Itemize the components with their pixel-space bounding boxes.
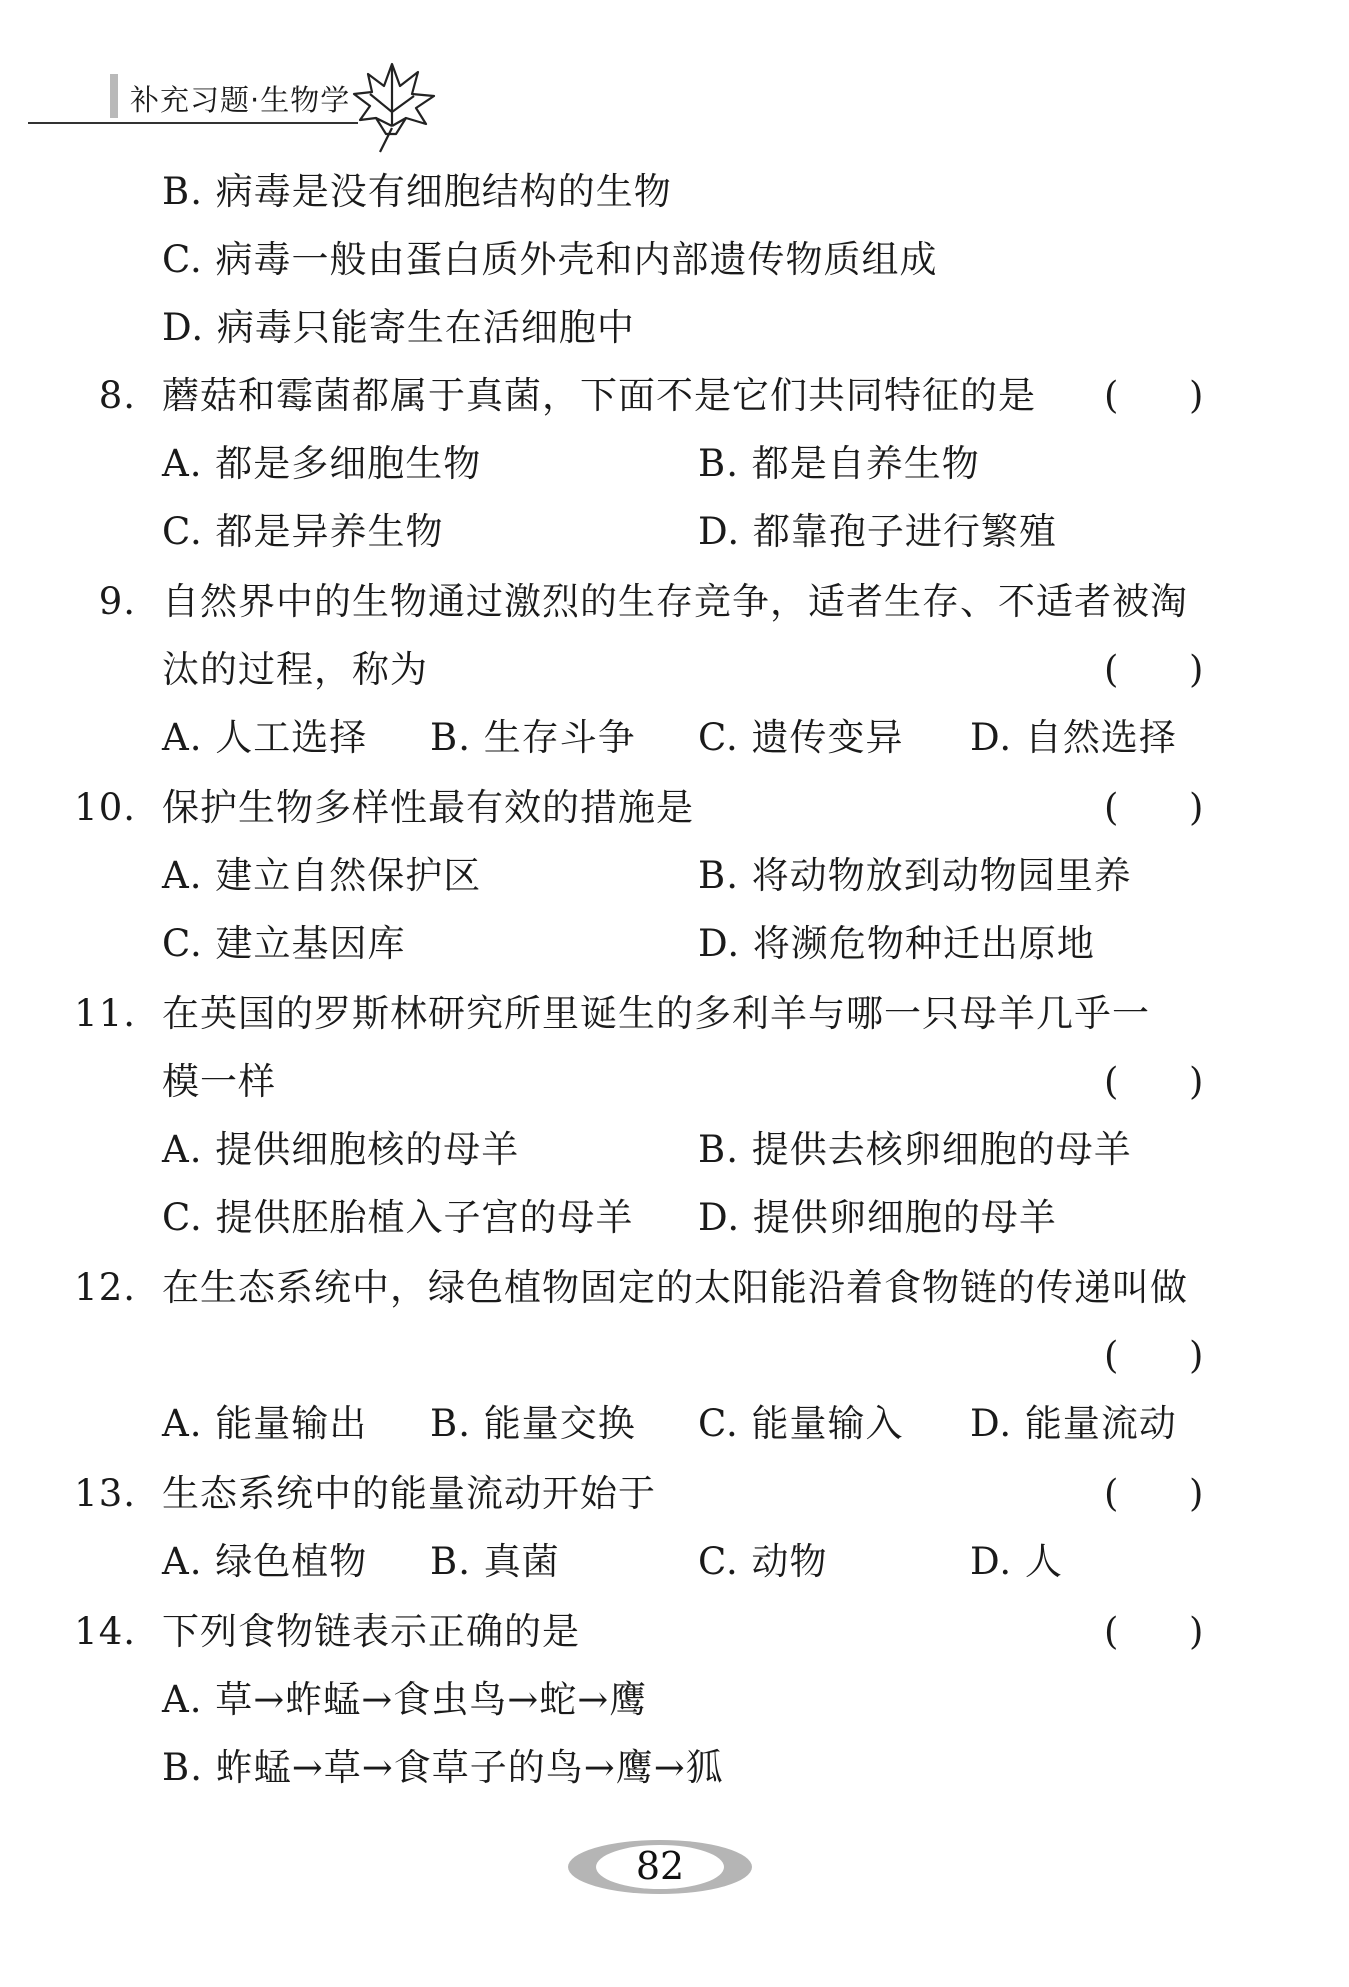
q13-option-d: D. 人: [970, 1540, 1063, 1583]
q8-option-d: D. 都靠孢子进行繁殖: [698, 510, 1057, 553]
q12-stem: 在生态系统中，绿色植物固定的太阳能沿着食物链的传递叫做: [162, 1266, 1188, 1309]
q14-stem: 下列食物链表示正确的是: [162, 1610, 580, 1653]
q14-answer-paren: ( ): [1104, 1610, 1204, 1653]
q12-option-b: B. 能量交换: [430, 1402, 636, 1445]
q9-option-a: A. 人工选择: [162, 716, 368, 759]
q10-answer-paren: ( ): [1104, 786, 1204, 829]
page-number: 82: [635, 1844, 685, 1888]
q7-option-c: C. 病毒一般由蛋白质外壳和内部遗传物质组成: [162, 238, 938, 281]
q14-number: 14.: [74, 1610, 136, 1653]
q8-option-c: C. 都是异养生物: [162, 510, 444, 553]
maple-leaf-icon: [346, 56, 456, 156]
q9-answer-paren: ( ): [1104, 648, 1204, 691]
q11-option-a: A. 提供细胞核的母羊: [162, 1128, 520, 1171]
q11-stem: 在英国的罗斯林研究所里诞生的多利羊与哪一只母羊几乎一: [162, 992, 1150, 1035]
header-bar: [110, 74, 118, 118]
q7-option-d: D. 病毒只能寄生在活细胞中: [162, 306, 635, 349]
q11-stem-cont: 模一样: [162, 1060, 276, 1103]
q14-option-b: B. 蚱蜢→草→食草子的鸟→鹰→狐: [162, 1746, 724, 1789]
q7-option-b: B. 病毒是没有细胞结构的生物: [162, 170, 672, 213]
q12-option-d: D. 能量流动: [970, 1402, 1177, 1445]
q10-option-a: A. 建立自然保护区: [162, 854, 482, 897]
q12-option-a: A. 能量输出: [162, 1402, 368, 1445]
q11-number: 11.: [74, 992, 136, 1035]
q13-option-a: A. 绿色植物: [162, 1540, 368, 1583]
q13-stem: 生态系统中的能量流动开始于: [162, 1472, 656, 1515]
q12-number: 12.: [74, 1266, 136, 1309]
q13-option-b: B. 真菌: [430, 1540, 560, 1583]
page-number-badge: [560, 1836, 760, 1898]
q13-answer-paren: ( ): [1104, 1472, 1204, 1515]
q11-answer-paren: ( ): [1104, 1060, 1204, 1103]
q9-option-c: C. 遗传变异: [698, 716, 904, 759]
header-title: 补充习题·生物学: [130, 83, 351, 117]
q8-option-b: B. 都是自养生物: [698, 442, 980, 485]
q12-option-c: C. 能量输入: [698, 1402, 904, 1445]
q10-option-b: B. 将动物放到动物园里养: [698, 854, 1132, 897]
q14-option-a: A. 草→蚱蜢→食虫鸟→蛇→鹰: [162, 1678, 648, 1721]
q11-option-c: C. 提供胚胎植入子宫的母羊: [162, 1196, 634, 1239]
q9-number: 9.: [98, 580, 136, 623]
q12-answer-paren: ( ): [1104, 1334, 1204, 1377]
q10-option-d: D. 将濒危物种迁出原地: [698, 922, 1095, 965]
q13-number: 13.: [74, 1472, 136, 1515]
q8-answer-paren: ( ): [1104, 374, 1204, 417]
q9-stem: 自然界中的生物通过激烈的生存竞争，适者生存、不适者被淘: [162, 580, 1188, 623]
q9-option-d: D. 自然选择: [970, 716, 1177, 759]
q9-stem-cont: 汰的过程，称为: [162, 648, 428, 691]
q11-option-d: D. 提供卵细胞的母羊: [698, 1196, 1057, 1239]
q9-option-b: B. 生存斗争: [430, 716, 636, 759]
q8-number: 8.: [98, 374, 136, 417]
q10-stem: 保护生物多样性最有效的措施是: [162, 786, 694, 829]
header-rule: [28, 122, 358, 124]
q8-option-a: A. 都是多细胞生物: [162, 442, 482, 485]
page-header: [28, 56, 418, 126]
q8-stem: 蘑菇和霉菌都属于真菌，下面不是它们共同特征的是: [162, 374, 1036, 417]
q10-number: 10.: [74, 786, 136, 829]
q11-option-b: B. 提供去核卵细胞的母羊: [698, 1128, 1132, 1171]
q13-option-c: C. 动物: [698, 1540, 828, 1583]
q10-option-c: C. 建立基因库: [162, 922, 406, 965]
